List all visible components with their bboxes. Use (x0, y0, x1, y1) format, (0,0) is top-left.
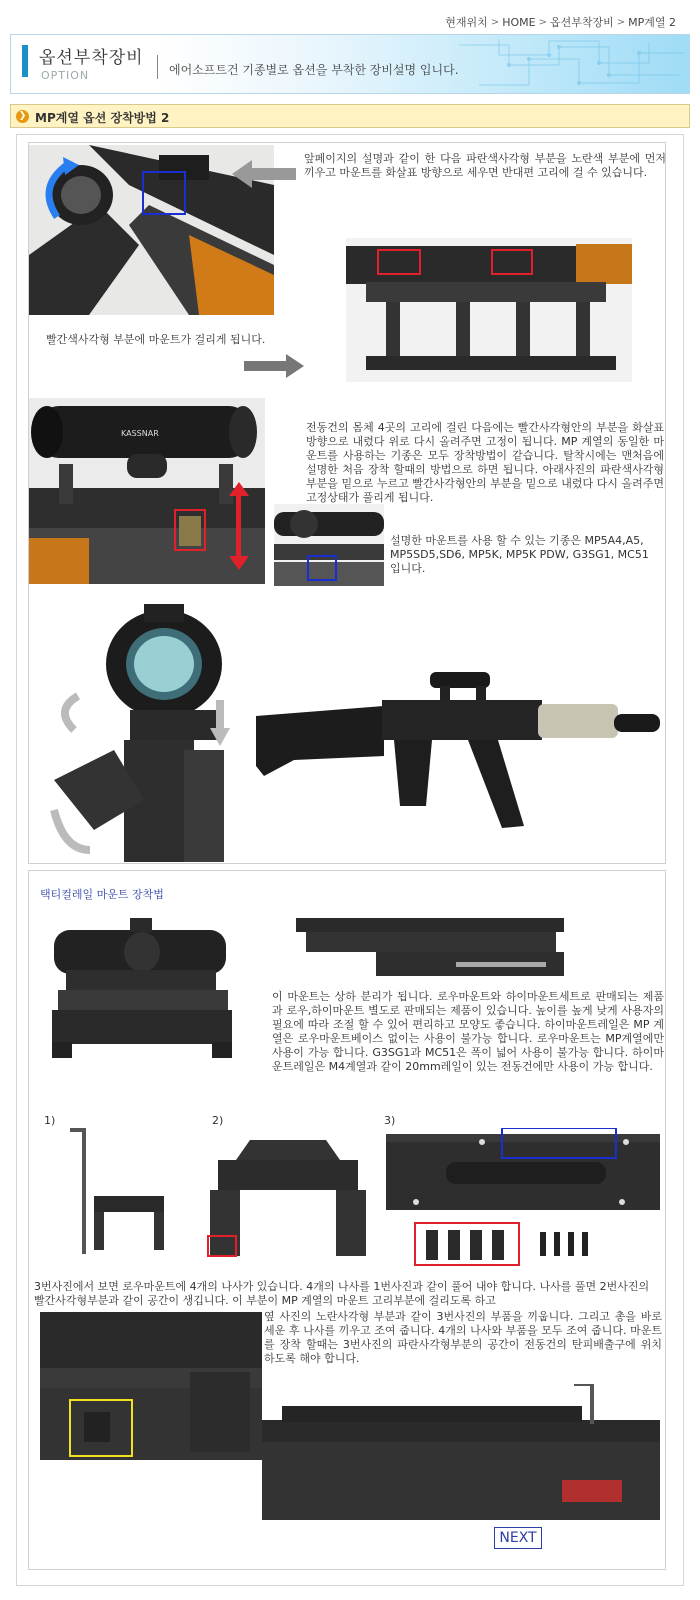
photo-clamp-parts (414, 1222, 520, 1266)
photo-high-rail (296, 912, 564, 980)
arrow-left-icon (232, 160, 296, 188)
arrow-right-icon (244, 354, 304, 378)
step1-caption-red: 빨간색사각형 부분에 마운트가 걸리게 됩니다. (46, 333, 266, 346)
photo-release-button (274, 504, 384, 586)
photo-scope-lock (29, 398, 265, 584)
photo-label-1: 1) (44, 1114, 56, 1127)
kassnar-logo-text: KASSNAR (121, 429, 159, 438)
breadcrumb-separator-icon: > (616, 16, 626, 28)
breadcrumb-item-options[interactable]: 옵션부착장비 (549, 16, 614, 29)
page-subtitle: OPTION (41, 69, 90, 82)
photo-rail-mount-scope (46, 914, 236, 1062)
photo-clamp-installed (40, 1312, 262, 1460)
step1-text-1: 앞페이지의 설명과 같이 한 다음 파란색사각형 부분을 노란색 부분에 먼저 끼우고 마운트를 화살표 방향으로 세우면 반대편 고리에 걸 수 있습니다. (304, 152, 666, 179)
accent-bar (22, 45, 28, 77)
photo-hexkey-lowmount (64, 1126, 174, 1258)
section-header (10, 104, 690, 128)
photo-rail-on-gun (262, 1384, 660, 1520)
step2-text-3: 옆 사진의 노란사각형 부분과 같이 3번사진의 부품을 끼웁니다. 그리고 총을 바로 세운 후 나사를 끼우고 조여 줍니다. 4개의 나사와 부품을 모두 조여 줍니다. 마운트를 장착 할때는 3번사진의 파란사각형부분의 공간이 전동건의 탄피배출구에 위치 하도록 해야 합니다. (264, 1310, 662, 1365)
photo-screws (536, 1228, 596, 1258)
photo-label-2: 2) (212, 1114, 224, 1127)
photo-reddot-mount (34, 600, 256, 862)
breadcrumb (445, 14, 676, 30)
photo-mp5-full (254, 656, 664, 832)
breadcrumb-separator-icon: > (490, 16, 500, 28)
step2-text-2: 3번사진에서 보면 로우마운트에 4개의 나사가 있습니다. 4개의 나사를 1번사진과 같이 풀어 내야 합니다. 나사를 풀면 2번사진의 빨간사각형부분과 같이 공간이 생깁니다. 이 부분이 MP 계열의 마운트 고리부분에 걸리도록 하고 (34, 1280, 650, 1307)
page-banner (10, 34, 690, 94)
photo-label-3: 3) (384, 1114, 396, 1127)
breadcrumb-prefix: 현재위치 (445, 16, 488, 29)
chevron-right-icon: ❯ (16, 110, 29, 123)
breadcrumb-item-home[interactable]: HOME (502, 15, 536, 29)
breadcrumb-item-current: MP계열 2 (628, 16, 676, 29)
photo-lowrail-parts (386, 1128, 660, 1218)
step1-text-3: 설명한 마운트를 사용 할 수 있는 기종은 MP5A4,A5, MP5SD5,SD6, MP5K, MP5K PDW, G3SG1, MC51 입니다. (390, 534, 649, 575)
breadcrumb-separator-icon: > (538, 16, 547, 28)
step1-text-2: 전동건의 몸체 4곳의 고리에 걸린 다음에는 빨간사각형안의 부분을 화살표방향으로 내렸다 위로 다시 올려주면 고정이 됩니다. MP 계열의 동일한 마운트를 사용하는 기종은 모두 장착방법이 같습니다. 탈착시에는 맨처음에 설명한 처음 장착 할때의 방법으로 하면 됩니다. 아래사진의 파란색사각형 부분을 밑으로 누르고 빨간사각형안의 부분을 밑으로 내렸다 다시 올려주면 고정상태가 풀리게 됩니다. (306, 421, 664, 504)
photo-lowmount-gap (200, 1136, 376, 1260)
next-button[interactable]: NEXT (494, 1527, 542, 1549)
banner-divider (157, 55, 158, 79)
photo-mount-hooks (346, 238, 632, 382)
circuit-pattern (449, 35, 689, 93)
page-description: 에어소프트건 기종별로 옵션을 부착한 장비설명 입니다. (169, 63, 459, 77)
step2-text-1: 이 마운트는 상하 분리가 됩니다. 로우마운트와 하이마운트세트로 판매되는 제품과 로우,하이마운트 별도로 판매되는 제품이 있습니다. 높이를 높게 낮게 사용자의 필요에 따라 조절 할 수 있어 편리하고 모양도 좋습니다. 하이마운트레일은 MP 계열은 로우마운트베이스 없이는 사용이 불가능 합니다. 로우마운트는 MP계열에만 사용이 가능 합니다. G3SG1과 MC51은 폭이 넓어 사용이 불가능 합니다. 하이마운트레일은 M4계열과 같이 20mm레일이 있는 전동건에만 사용이 가능 합니다. (272, 990, 664, 1073)
section-title: MP계열 옵션 장착방법 2 (35, 111, 170, 125)
page-title: 옵션부착장비 (39, 48, 144, 68)
tactical-rail-title[interactable]: 택티컬레일 마운트 장착법 (40, 888, 164, 901)
